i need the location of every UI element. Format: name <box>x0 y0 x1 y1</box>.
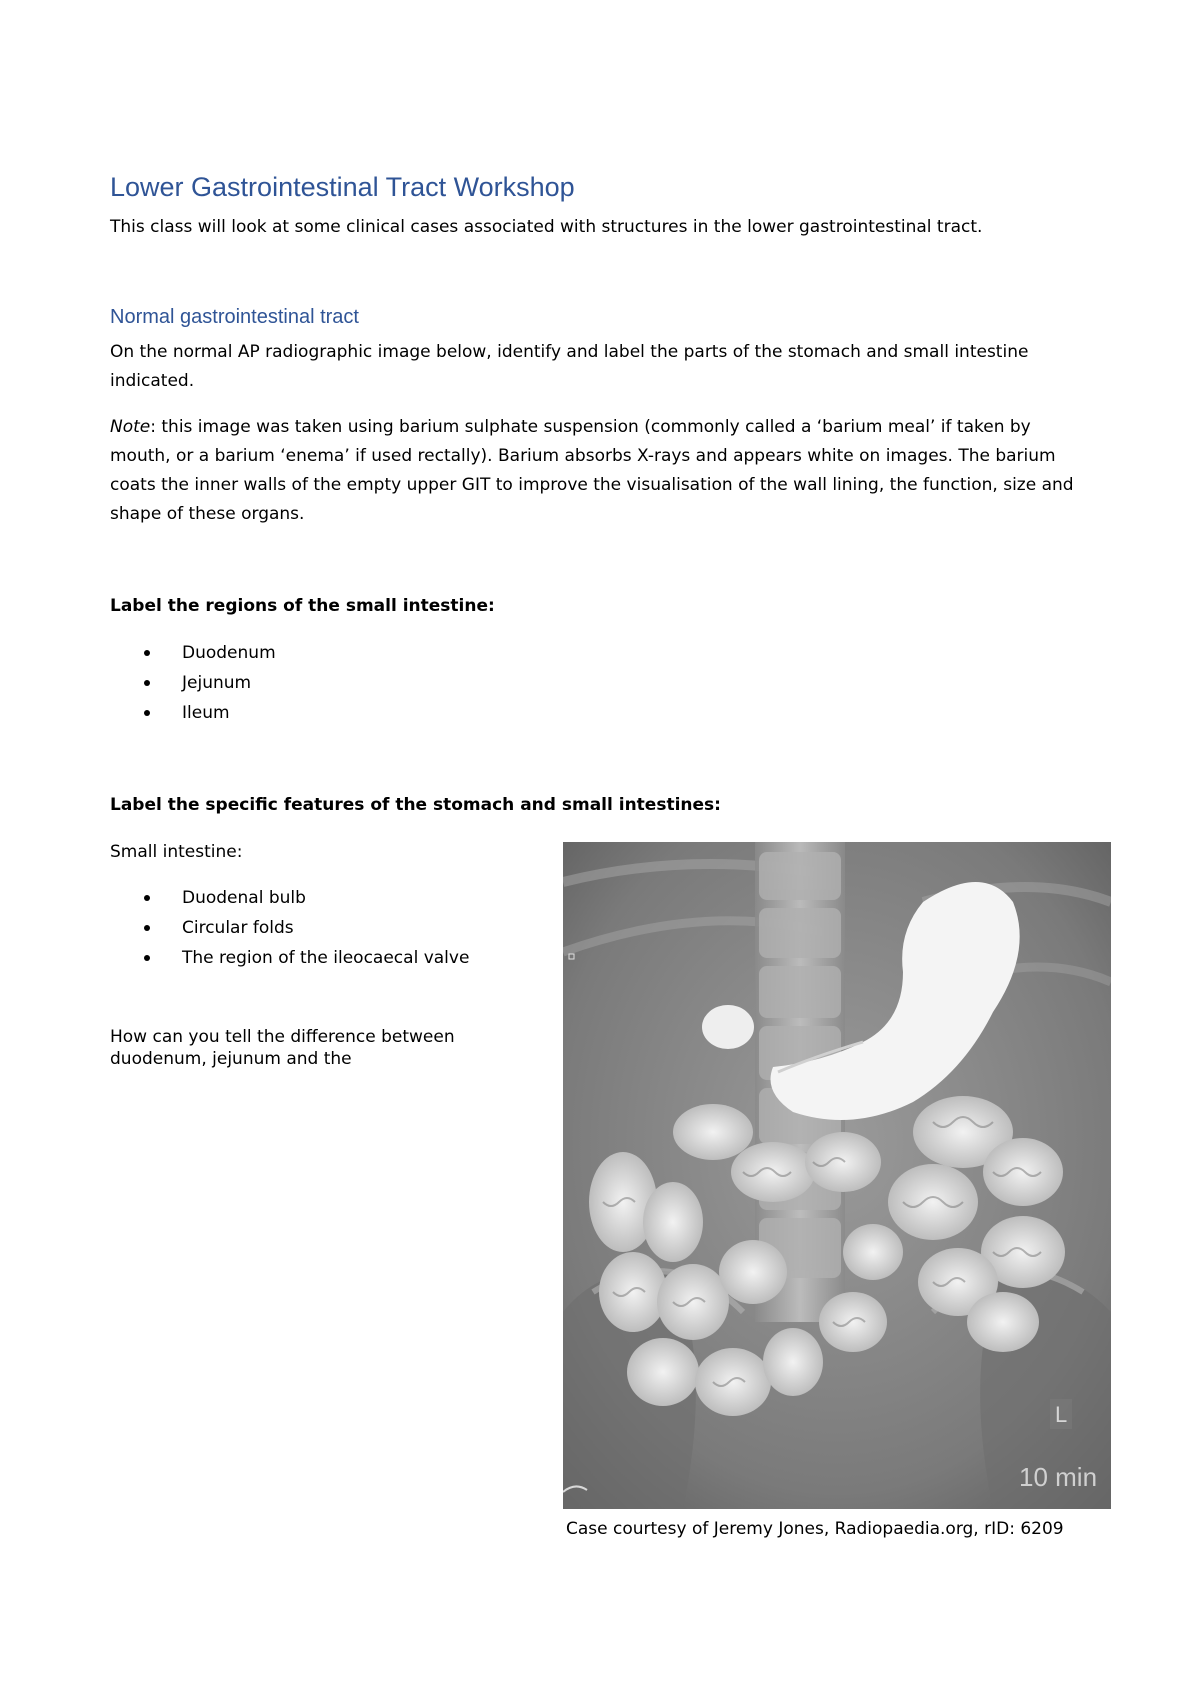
list-item <box>140 668 276 698</box>
bullet-icon <box>144 680 150 686</box>
list-item-label: Ileum <box>182 703 230 723</box>
barium-xray-image <box>563 842 1111 1509</box>
list-item <box>140 883 469 913</box>
page-title: Lower Gastrointestinal Tract Workshop <box>110 172 575 202</box>
list-item <box>140 943 469 973</box>
xray-side-marker: L <box>1055 1402 1068 1427</box>
features-heading: Label the specific features of the stomach and small intestines: <box>110 795 721 815</box>
list-item <box>140 638 276 668</box>
image-caption: Case courtesy of Jeremy Jones, Radiopaedia.org, rID: 6209 <box>566 1519 1064 1539</box>
bullet-icon <box>144 925 150 931</box>
bullet-icon <box>144 955 150 961</box>
intro-paragraph: This class will look at some clinical cases associated with structures in the lower gastrointestinal tract. <box>110 217 983 237</box>
note-paragraph <box>110 413 1090 529</box>
list-item-label: Duodenal bulb <box>182 888 306 908</box>
section-heading: Normal gastrointestinal tract <box>110 306 359 328</box>
list-item-label: Duodenum <box>182 643 276 663</box>
xray-time-label: 10 min <box>1019 1462 1098 1492</box>
note-label: Note <box>110 417 151 437</box>
list-item-label: Jejunum <box>182 673 252 693</box>
features-list <box>140 883 469 973</box>
regions-heading: Label the regions of the small intestine: <box>110 596 495 616</box>
list-item <box>140 698 276 728</box>
note-text: : this image was taken using barium sulphate suspension (commonly called a ‘barium meal’ if taken by mouth, or a barium ‘enema’ if used rectally). Barium absorbs X-rays and appears white on images. The barium coats the inner walls of the empty upper GIT to improve the visualisation of the wall lining, the function, size and shape of these organs. <box>110 417 1074 524</box>
bullet-icon <box>144 650 150 656</box>
list-item <box>140 913 469 943</box>
instructions-paragraph: On the normal AP radiographic image below, identify and label the parts of the stomach and small intestine indicated. <box>110 342 1029 391</box>
regions-list <box>140 638 276 728</box>
bullet-icon <box>144 895 150 901</box>
question-text: How can you tell the difference between duodenum, jejunum and the <box>110 1027 455 1069</box>
features-subheading: Small intestine: <box>110 842 243 862</box>
list-item-label: The region of the ileocaecal valve <box>182 948 470 968</box>
bullet-icon <box>144 710 150 716</box>
list-item-label: Circular folds <box>182 918 294 938</box>
